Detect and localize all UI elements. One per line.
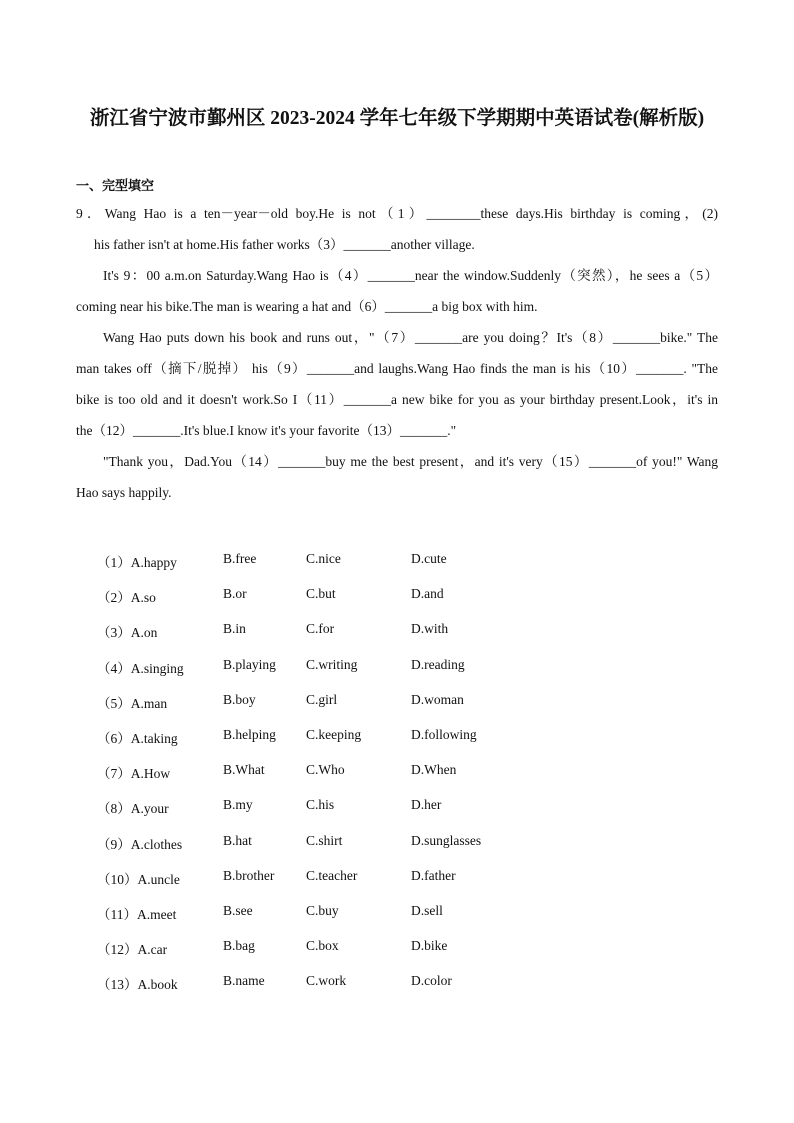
option-row — [97, 896, 597, 931]
option-row — [97, 614, 597, 649]
option-b: B.boy — [223, 691, 256, 707]
passage-line-2: his father isn't at home.His father works（3）_______another village. — [94, 237, 475, 252]
passage-line-6: man takes off（摘下/脱掉） his（9）_______and laughs.Wang Hao finds the man is his（10）_______. "The — [76, 361, 718, 376]
passage-line-9: "Thank you，Dad.You（14）_______buy me the best present，and it's very（15）_______of you!" Wang — [103, 454, 718, 469]
option-d: D.sell — [411, 902, 443, 918]
option-c: C.nice — [306, 551, 341, 566]
option-a: （11）A.meet — [97, 906, 177, 922]
passage-line-10: Hao says happily. — [76, 485, 172, 500]
option-c: C.shirt — [306, 832, 343, 848]
passage-line-3: It's 9：00 a.m.on Saturday.Wang Hao is（4）_______near the window.Suddenly（突然），he sees a（5） — [103, 268, 718, 283]
options-list — [97, 544, 597, 1001]
option-a: （1）A.happy — [97, 555, 177, 570]
option-d: D.reading — [411, 656, 465, 672]
option-c: C.Who — [306, 762, 345, 778]
passage-line-5: Wang Hao puts down his book and runs out，"（7）_______are you doing？It's（8）_______bike." The — [103, 330, 718, 345]
option-c: C.writing — [306, 656, 358, 672]
option-row — [97, 966, 597, 1001]
option-b: B.What — [223, 762, 265, 778]
option-b: B.see — [223, 902, 253, 918]
option-row — [97, 650, 597, 685]
option-c: C.keeping — [306, 726, 362, 742]
option-a: （12）A.car — [97, 942, 168, 958]
option-d: D.cute — [411, 551, 447, 566]
option-a: （5）A.man — [97, 695, 168, 711]
option-c: C.box — [306, 938, 339, 954]
option-d: D.When — [411, 762, 457, 778]
option-a: （6）A.taking — [97, 730, 178, 746]
option-d: D.woman — [411, 691, 464, 707]
option-b: B.hat — [223, 832, 252, 848]
option-b: B.bag — [223, 938, 255, 954]
option-row — [97, 755, 597, 790]
option-b: B.helping — [223, 726, 276, 742]
option-d: D.father — [411, 867, 456, 883]
option-d: D.and — [411, 586, 444, 602]
passage-line-7: bike is too old and it doesn't work.So I（11）_______a new bike for you as your birthday present.Look，it's in — [76, 392, 718, 407]
section-heading: 一、完型填空 — [76, 179, 155, 194]
option-row — [97, 790, 597, 825]
option-d: D.bike — [411, 938, 448, 954]
option-row — [97, 579, 597, 614]
option-row — [97, 931, 597, 966]
option-d: D.color — [411, 973, 452, 989]
option-b: B.brother — [223, 867, 275, 883]
option-a: （2）A.so — [97, 590, 156, 606]
option-b: B.my — [223, 797, 253, 813]
option-c: C.girl — [306, 691, 338, 707]
option-row — [97, 544, 597, 579]
passage-line-1: 9．Wang Hao is a ten－year－old boy.He is not（1）________these days.His birthday is coming，(2) — [76, 206, 718, 221]
option-b: B.free — [223, 551, 257, 566]
option-b: B.name — [223, 973, 265, 989]
option-a: （4）A.singing — [97, 660, 184, 676]
option-a: （13）A.book — [97, 977, 178, 993]
option-row — [97, 826, 597, 861]
passage — [76, 198, 718, 508]
option-d: D.with — [411, 621, 449, 637]
passage-line-4: coming near his bike.The man is wearing a hat and（6）_______a big box with him. — [76, 299, 538, 314]
option-c: C.teacher — [306, 867, 358, 883]
option-c: C.but — [306, 586, 336, 602]
option-a: （9）A.clothes — [97, 836, 183, 852]
option-row — [97, 861, 597, 896]
option-c: C.for — [306, 621, 335, 637]
option-d: D.her — [411, 797, 442, 813]
option-row — [97, 685, 597, 720]
option-d: D.following — [411, 726, 477, 742]
option-c: C.work — [306, 973, 347, 989]
page-title: 浙江省宁波市鄞州区 2023-2024 学年七年级下学期期中英语试卷(解析版) — [89, 108, 705, 129]
option-a: （3）A.on — [97, 625, 158, 641]
option-a: （7）A.How — [97, 766, 171, 782]
passage-line-8: the（12）_______.It's blue.I know it's your favorite（13）_______." — [76, 423, 457, 438]
option-a: （10）A.uncle — [97, 871, 180, 887]
option-c: C.buy — [306, 902, 339, 918]
option-c: C.his — [306, 797, 335, 813]
option-b: B.in — [223, 621, 246, 637]
option-b: B.or — [223, 586, 247, 602]
option-b: B.playing — [223, 656, 276, 672]
option-a: （8）A.your — [97, 801, 169, 817]
option-d: D.sunglasses — [411, 832, 482, 848]
option-row — [97, 720, 597, 755]
